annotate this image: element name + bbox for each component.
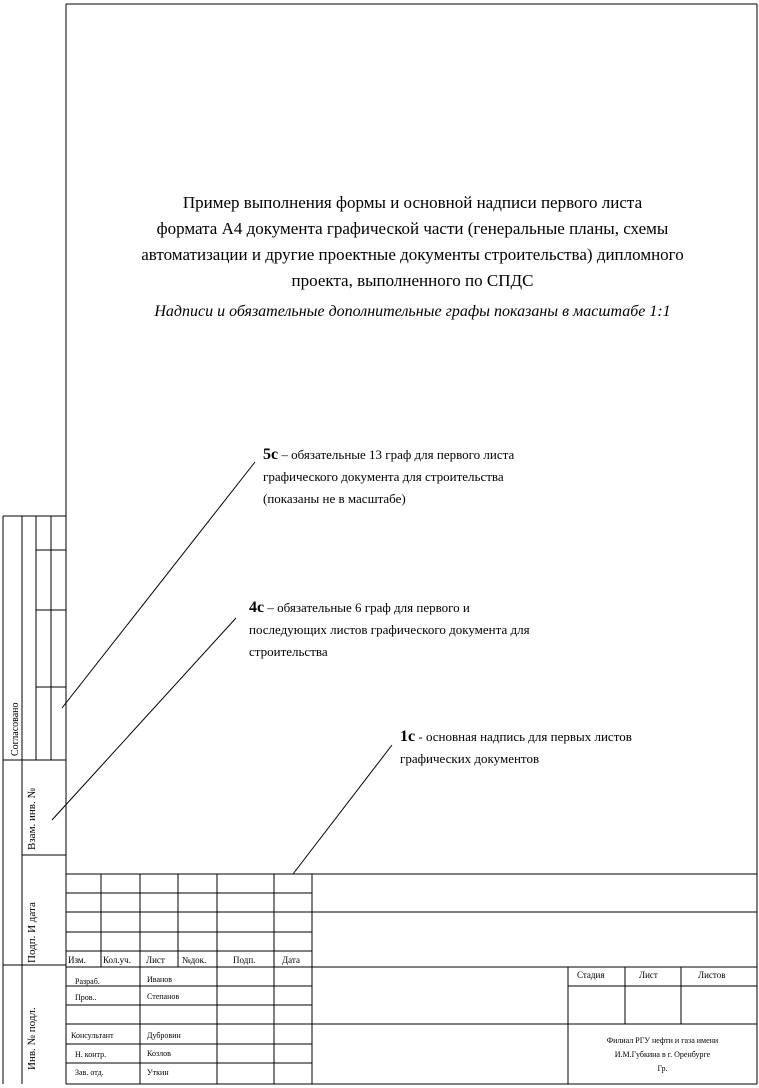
note-line: последующих листов графического документа для bbox=[249, 622, 530, 637]
stamp-header-data: Дата bbox=[282, 955, 300, 965]
org-line: Филиал РГУ нефти и газа имени bbox=[606, 1036, 719, 1045]
note-code: 5с bbox=[263, 446, 279, 463]
org-line: И.М.Губкина в г. Оренбурге bbox=[614, 1050, 711, 1059]
note-5c bbox=[263, 444, 514, 510]
stamp-sheet-header: Лист bbox=[639, 970, 658, 980]
note-line: графического документа для строительства bbox=[263, 469, 504, 484]
note-4c bbox=[249, 597, 530, 663]
side-label-soglasovano: Согласовано bbox=[10, 702, 21, 756]
leader-5c bbox=[62, 462, 255, 708]
title-line: формата А4 документа графической части (генеральные планы, схемы bbox=[156, 219, 669, 238]
leader-4c bbox=[52, 618, 236, 820]
note-line: (показаны не в масштабе) bbox=[263, 491, 406, 506]
leader-1c bbox=[293, 745, 392, 874]
stamp-role: Зав. отд. bbox=[75, 1068, 104, 1077]
stamp-sheets-header: Листов bbox=[698, 970, 726, 980]
side-label-podp-data: Подп. И дата bbox=[26, 902, 38, 963]
stamp-header-koluch: Кол.уч. bbox=[103, 955, 131, 965]
org-line: Гр. bbox=[657, 1064, 668, 1073]
note-line: основная надпись для первых листов bbox=[425, 729, 632, 744]
side-label-inv-podl: Инв. № подл. bbox=[26, 1007, 38, 1070]
note-line: графических документов bbox=[400, 751, 540, 766]
stamp-role: Консультант bbox=[71, 1031, 114, 1040]
note-1c bbox=[400, 726, 632, 770]
note-code: 4с bbox=[249, 599, 265, 616]
stamp-name: Иванов bbox=[147, 975, 173, 984]
page-title bbox=[66, 190, 759, 294]
stamp-name: Уткин bbox=[147, 1068, 169, 1077]
note-dash: - bbox=[415, 729, 426, 744]
note-dash: – bbox=[264, 600, 278, 615]
scale-subtitle: Надписи и обязательные дополнительные графы показаны в масштабе 1:1 bbox=[154, 303, 671, 320]
title-line: проекта, выполненного по СПДС bbox=[291, 271, 534, 290]
stamp-name: Степанов bbox=[147, 992, 180, 1001]
stamp-organization bbox=[568, 1034, 757, 1076]
note-line: обязательные 6 граф для первого и bbox=[277, 600, 470, 615]
stamp-name: Дубровин bbox=[147, 1031, 181, 1040]
title-line: автоматизации и другие проектные документы строительства) дипломного bbox=[141, 245, 684, 264]
stamp-role: Н. контр. bbox=[75, 1050, 107, 1059]
stamp-stage-header: Стадия bbox=[577, 970, 605, 980]
title-line: Пример выполнения формы и основной надписи первого листа bbox=[182, 193, 643, 212]
stamp-header-izm: Изм. bbox=[68, 955, 86, 965]
note-code: 1с bbox=[400, 728, 416, 745]
note-line: обязательные 13 граф для первого листа bbox=[291, 447, 515, 462]
stamp-header-podp: Подп. bbox=[233, 955, 256, 965]
note-dash: – bbox=[278, 447, 292, 462]
stamp-name: Козлов bbox=[147, 1049, 171, 1058]
note-line: строительства bbox=[249, 644, 328, 659]
side-label-vzam: Взам. инв. № bbox=[26, 788, 38, 850]
stamp-role: Пров.. bbox=[75, 993, 97, 1002]
stamp-header-ndok: №док. bbox=[182, 955, 207, 965]
stamp-role: Разраб. bbox=[75, 977, 100, 986]
stamp-header-list: Лист bbox=[146, 955, 165, 965]
